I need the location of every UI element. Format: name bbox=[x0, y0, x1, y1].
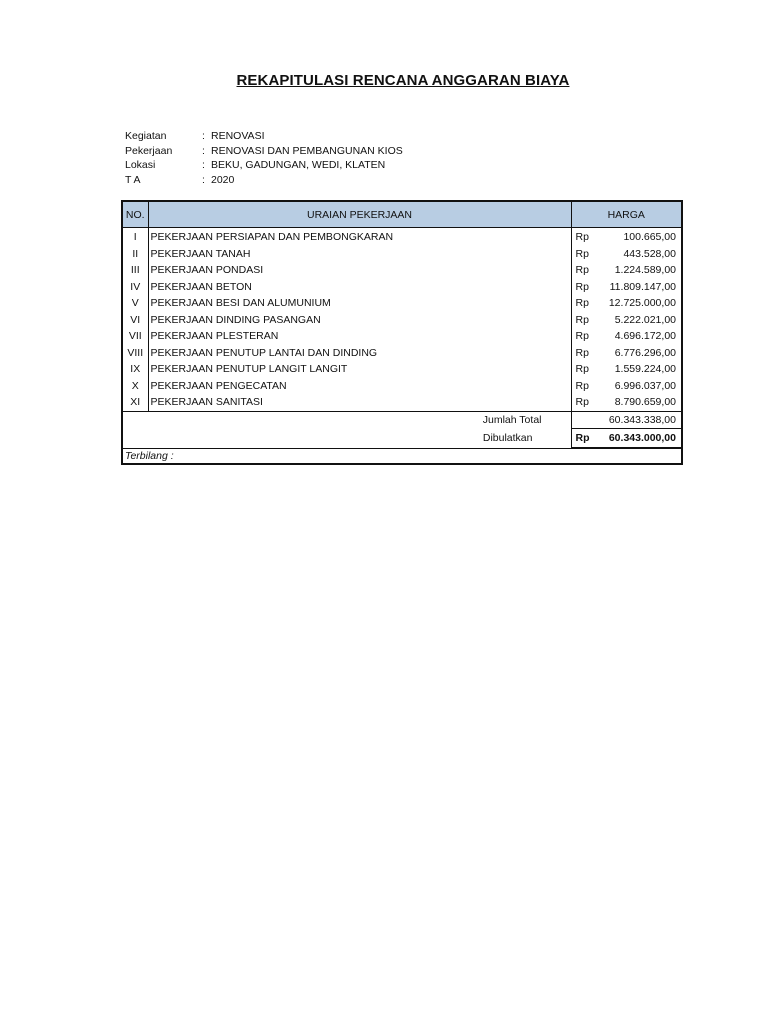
row-currency: Rp bbox=[575, 379, 589, 392]
terbilang-label: Terbilang : bbox=[123, 448, 681, 463]
row-number: VIII bbox=[123, 345, 148, 362]
row-number: II bbox=[123, 246, 148, 263]
info-label: T A bbox=[125, 173, 141, 186]
info-label: Pekerjaan bbox=[125, 144, 173, 157]
table-header-row bbox=[123, 202, 681, 228]
row-currency: Rp bbox=[575, 396, 589, 408]
row-description: PEKERJAAN PONDASI bbox=[148, 262, 571, 279]
row-number: VII bbox=[123, 328, 148, 345]
info-row-lokasi bbox=[125, 158, 403, 173]
row-value: 12.725.000,00 bbox=[608, 297, 676, 309]
row-value: 6.776.296,00 bbox=[614, 346, 676, 359]
row-description: PEKERJAAN PENGECATAN bbox=[148, 378, 571, 395]
row-number: III bbox=[123, 262, 148, 279]
rounded-value: 60.343.000,00 bbox=[601, 428, 681, 447]
total-label-text: Jumlah Total bbox=[482, 413, 542, 426]
info-row-pekerjaan bbox=[125, 144, 403, 159]
row-number: VI bbox=[123, 312, 148, 329]
table-row bbox=[123, 262, 681, 279]
table-row bbox=[123, 345, 681, 362]
row-number: I bbox=[123, 228, 148, 246]
row-description: PEKERJAAN PENUTUP LANGIT LANGIT bbox=[148, 361, 571, 378]
row-value: 5.222.021,00 bbox=[614, 313, 676, 326]
row-value: 100.665,00 bbox=[623, 231, 676, 243]
row-description: PEKERJAAN PLESTERAN bbox=[148, 328, 571, 345]
info-colon: : bbox=[202, 130, 205, 142]
row-currency: Rp bbox=[575, 363, 589, 375]
row-currency: Rp bbox=[575, 247, 589, 260]
project-info bbox=[125, 129, 403, 187]
row-currency: Rp bbox=[575, 346, 589, 359]
table-row bbox=[123, 361, 681, 378]
total-label bbox=[123, 411, 571, 428]
table-row bbox=[123, 228, 681, 246]
document-title: REKAPITULASI RENCANA ANGGARAN BIAYA bbox=[236, 72, 570, 89]
info-label: Kegiatan bbox=[125, 130, 167, 142]
total-row bbox=[123, 411, 681, 428]
info-value: RENOVASI DAN PEMBANGUNAN KIOS bbox=[211, 144, 403, 157]
info-row-kegiatan bbox=[125, 129, 403, 144]
row-currency: Rp bbox=[575, 231, 589, 243]
row-number: IV bbox=[123, 279, 148, 296]
row-description: PEKERJAAN TANAH bbox=[148, 246, 571, 263]
row-currency: Rp bbox=[575, 297, 589, 309]
table-row bbox=[123, 312, 681, 329]
table-row bbox=[123, 394, 681, 411]
header-price: HARGA bbox=[571, 202, 681, 228]
budget-table bbox=[121, 200, 683, 465]
row-value: 6.996.037,00 bbox=[614, 379, 676, 392]
row-description: PEKERJAAN PENUTUP LANTAI DAN DINDING bbox=[148, 345, 571, 362]
info-row-ta bbox=[125, 173, 403, 188]
row-currency: Rp bbox=[575, 264, 589, 276]
row-currency: Rp bbox=[575, 330, 589, 342]
row-currency: Rp bbox=[575, 280, 589, 293]
row-number: V bbox=[123, 295, 148, 312]
row-value: 4.696.172,00 bbox=[614, 330, 676, 342]
row-description: PEKERJAAN SANITASI bbox=[148, 394, 571, 411]
rounded-label: Dibulatkan bbox=[123, 428, 571, 447]
info-label: Lokasi bbox=[125, 159, 156, 171]
row-value: 11.809.147,00 bbox=[609, 280, 676, 293]
table-row bbox=[123, 279, 681, 296]
row-value: 443.528,00 bbox=[623, 247, 676, 260]
table-row bbox=[123, 246, 681, 263]
total-value: 60.343.338,00 bbox=[571, 411, 681, 428]
info-value: 2020 bbox=[211, 173, 235, 186]
row-description: PEKERJAAN DINDING PASANGAN bbox=[148, 312, 571, 329]
row-value: 8.790.659,00 bbox=[614, 396, 676, 408]
table-row bbox=[123, 378, 681, 395]
row-value: 1.559.224,00 bbox=[614, 363, 676, 375]
info-colon: : bbox=[202, 159, 205, 171]
header-no: NO. bbox=[123, 202, 148, 228]
row-currency: Rp bbox=[575, 313, 589, 326]
row-value: 1.224.589,00 bbox=[614, 264, 676, 276]
row-description: PEKERJAAN BETON bbox=[148, 279, 571, 296]
info-colon: : bbox=[202, 173, 205, 186]
row-number: X bbox=[123, 378, 148, 395]
info-value: RENOVASI bbox=[211, 130, 265, 142]
info-colon: : bbox=[202, 144, 205, 157]
row-number: IX bbox=[123, 361, 148, 378]
table-row bbox=[123, 328, 681, 345]
row-description: PEKERJAAN PERSIAPAN DAN PEMBONGKARAN bbox=[148, 228, 571, 246]
rounded-currency: Rp bbox=[571, 428, 601, 447]
rounded-row bbox=[123, 428, 681, 447]
info-value: BEKU, GADUNGAN, WEDI, KLATEN bbox=[211, 159, 386, 171]
header-description: URAIAN PEKERJAAN bbox=[148, 202, 571, 228]
table-row bbox=[123, 295, 681, 312]
row-description: PEKERJAAN BESI DAN ALUMUNIUM bbox=[148, 295, 571, 312]
row-number: XI bbox=[123, 394, 148, 411]
